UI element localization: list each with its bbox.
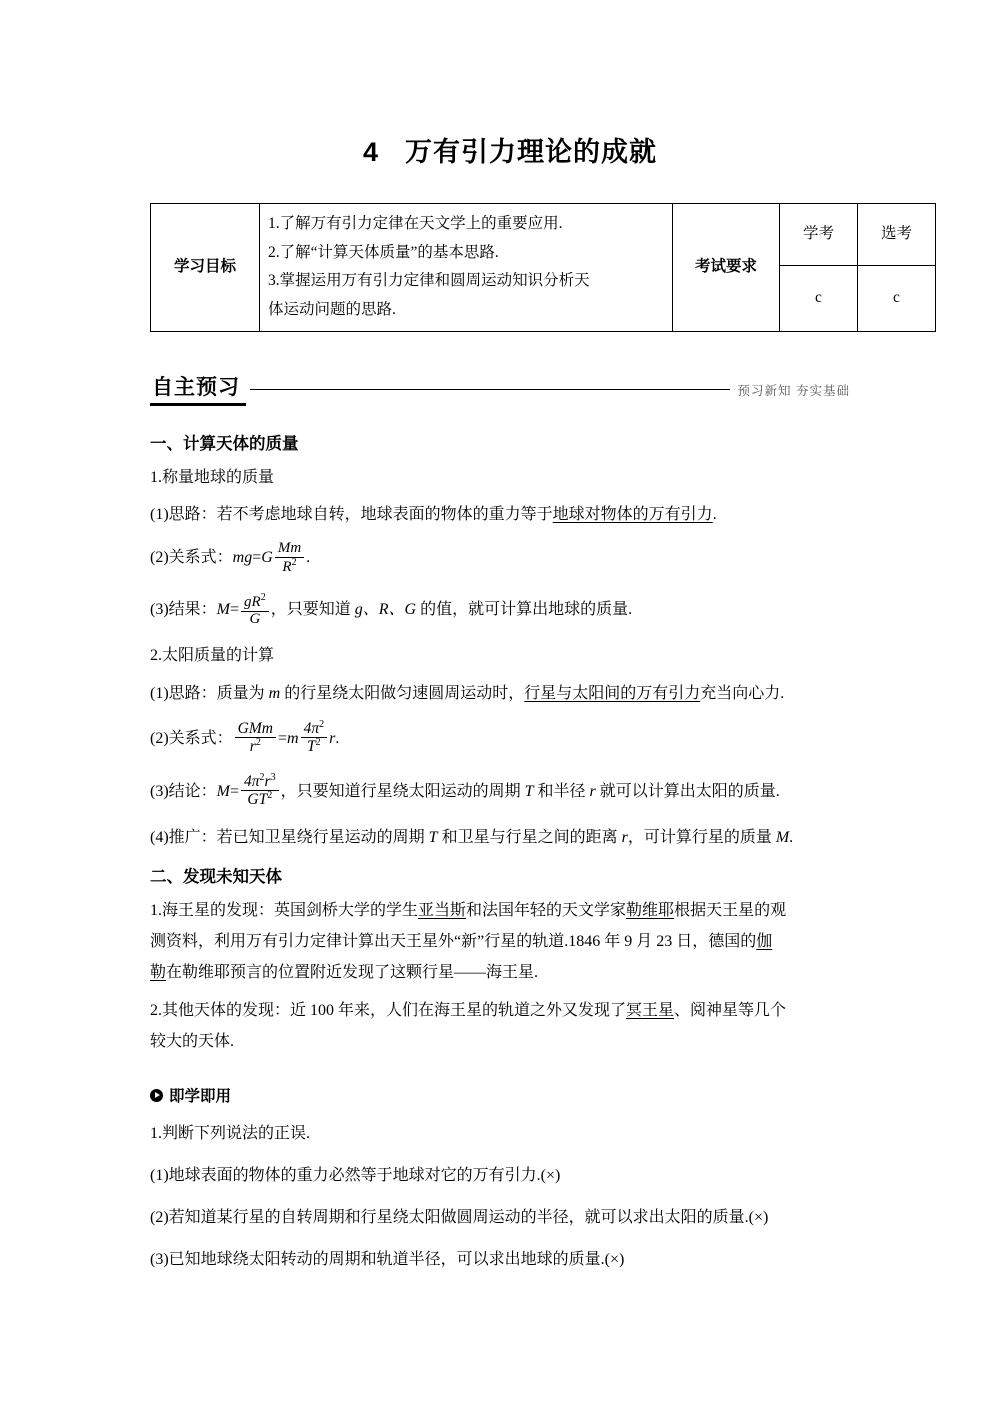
text-fragment: . (306, 549, 311, 567)
formula-r: r (589, 782, 596, 800)
formula-T: T (524, 782, 534, 800)
text-fragment: 和半径 (533, 782, 590, 800)
section-1b-point-3 (150, 773, 850, 809)
formula-lhs: mg (232, 549, 253, 567)
fraction-denominator (235, 737, 276, 755)
numerator-exponent: 2 (319, 718, 325, 730)
formula-M: M (216, 600, 230, 618)
text-fragment: 、阅神星等几个 (674, 1001, 787, 1019)
text-fragment: (3)结果： (150, 600, 217, 618)
formula-M: M (216, 782, 230, 800)
numerator-base: 4π (303, 720, 320, 738)
objective-item-1: 1.了解万有引力定律在天文学上的重要应用. (268, 215, 563, 232)
section-2-point-1-line-3 (150, 961, 850, 986)
text-fragment: ，可计算行星的质量 (627, 828, 776, 846)
section-1-point-1 (150, 503, 850, 528)
section-banner (150, 370, 850, 404)
text-fragment: (3)结论： (150, 782, 217, 800)
numerator-base-2: r (264, 772, 271, 790)
numerator-base: 4π (244, 772, 260, 790)
denominator-base: R (282, 559, 292, 576)
text-fragment: ，只要知道 (270, 600, 355, 618)
section-1-point-3 (150, 593, 850, 628)
underlined-text: 地球对物体的万有引力 (552, 506, 713, 524)
denominator-exponent: 2 (315, 737, 321, 749)
denominator-base: r (249, 738, 256, 756)
objective-item-2: 2.了解“计算天体质量”的基本思路. (268, 243, 499, 261)
practice-heading (150, 1084, 850, 1106)
formula-r: r (329, 729, 336, 747)
objectives-body (260, 204, 673, 332)
formula-r: r (621, 828, 628, 846)
fraction-Mm-R2 (275, 541, 304, 576)
practice-heading-text: 即学即用 (169, 1088, 232, 1106)
practice-item-3: (3)已知地球绕太阳转动的周期和轨道半径，可以求出地球的质量.(×) (150, 1250, 625, 1268)
text-fragment: . (789, 828, 794, 846)
fraction-4pi2r3-GT2 (241, 773, 279, 809)
section-1-point-2 (150, 541, 850, 576)
text-fragment: 充当向心力. (700, 685, 785, 703)
section-2-point-1-line-2 (150, 930, 850, 955)
equals-sign: = (230, 782, 240, 800)
text-fragment: (2)关系式： (150, 549, 233, 567)
fraction-denominator (301, 737, 328, 755)
text-fragment: 的值，就可计算出地球的质量. (416, 600, 633, 618)
exam-value-xuankao: c (858, 265, 936, 331)
equals-sign: = (252, 549, 262, 567)
text-fragment: (4)推广：若已知卫星绕行星运动的周期 (150, 828, 429, 846)
section-2-point-2 (150, 999, 850, 1024)
section-1-sub-2: 2.太阳质量的计算 (150, 647, 275, 665)
banner-tagline: 预习新知 夯实基础 (737, 383, 850, 398)
underlined-text: 勒 (150, 963, 167, 981)
denominator-base: GT (247, 791, 268, 809)
page-title (150, 130, 850, 169)
exam-column-xuankao: 选考 (858, 204, 936, 266)
formula-T: T (428, 828, 438, 846)
underlined-text: 伽 (756, 933, 773, 951)
text-fragment: 2.其他天体的发现：近 100 年来，人们在海王星的轨道之外又发现了 (150, 1001, 627, 1019)
fraction-GMm-r2 (235, 721, 276, 756)
practice-item-1: (1)地球表面的物体的重力必然等于地球对它的万有引力.(×) (150, 1167, 561, 1185)
fraction-4pi2-T2 (301, 720, 328, 756)
underlined-text: 行星与太阳间的万有引力 (524, 685, 701, 703)
section-2-point-2-line-2: 较大的天体. (150, 1032, 235, 1050)
section-1b-point-1 (150, 682, 850, 707)
fraction-numerator (241, 773, 279, 790)
section-1b-point-4 (150, 826, 850, 851)
chapter-title-text: 万有引力理论的成就 (405, 137, 658, 167)
objectives-label: 学习目标 (151, 204, 260, 332)
objective-item-4: 体运动问题的思路. (268, 301, 396, 319)
formula-m: m (268, 685, 281, 703)
text-fragment: 就可以计算出太阳的质量. (595, 782, 780, 800)
underlined-text: 冥王星 (626, 1001, 675, 1019)
fraction-numerator (241, 593, 269, 611)
section-2-point-1 (150, 899, 850, 924)
section-1b-point-2 (150, 720, 850, 756)
exam-value-xuekao: c (780, 265, 858, 331)
fraction-gR2-G (241, 593, 269, 628)
formula-M: M (775, 828, 790, 846)
formula-m: m (287, 729, 299, 747)
denominator-base: T (307, 738, 316, 756)
underlined-text: 勒维耶 (626, 902, 675, 920)
numerator-exponent: 2 (259, 771, 265, 783)
formula-G: G (261, 549, 273, 567)
text-fragment: 和法国年轻的天文学家 (466, 902, 627, 920)
play-triangle-icon (150, 1089, 163, 1102)
equals-sign: = (230, 600, 240, 618)
text-fragment: 测资料，利用万有引力定律计算出天王星外“新”行星的轨道.1846 年 9 月 23 日，德国的 (150, 933, 757, 951)
text-fragment: . (712, 506, 717, 524)
text-fragment: (2)关系式： (150, 729, 233, 747)
text-fragment: (1)思路：质量为 (150, 685, 269, 703)
text-fragment: 的行星绕太阳做匀速圆周运动时， (280, 685, 525, 703)
objective-item-3: 3.掌握运用万有引力定律和圆周运动知识分析天 (268, 272, 590, 290)
fraction-denominator (241, 790, 279, 808)
banner-rule (250, 389, 730, 390)
variables-list: g、R、G (354, 600, 417, 618)
numerator-base: gR (244, 593, 261, 610)
text-fragment: 和卫星与行星之间的距离 (437, 828, 622, 846)
text-fragment: 1.海王星的发现：英国剑桥大学的学生 (150, 902, 419, 920)
fraction-numerator: GMm (237, 720, 273, 738)
fraction-denominator (275, 557, 304, 576)
fraction-numerator (301, 720, 328, 737)
learning-objectives-table (150, 203, 936, 332)
text-fragment: 根据天王星的观 (674, 902, 787, 920)
text-fragment: 在勒维耶预言的位置附近发现了这颗行星——海王星. (166, 963, 539, 981)
text-fragment: ，只要知道行星绕太阳运动的周期 (280, 782, 525, 800)
exam-column-xuekao: 学考 (780, 204, 858, 266)
chapter-number: 4 (362, 137, 380, 167)
practice-question-1: 1.判断下列说法的正误. (150, 1125, 311, 1143)
equals-sign: = (277, 729, 288, 747)
numerator-exponent: 2 (260, 591, 266, 603)
denominator-exponent: 2 (255, 737, 261, 749)
page-content (150, 130, 912, 1290)
exam-requirement-label: 考试要求 (673, 204, 780, 332)
section-1-sub-1: 1.称量地球的质量 (150, 468, 275, 486)
text-fragment: . (335, 729, 340, 747)
practice-item-2: (2)若知道某行星的自转周期和行星绕太阳做圆周运动的半径，就可以求出太阳的质量.(×) (150, 1208, 769, 1226)
section-1-heading: 一、计算天体的质量 (150, 434, 299, 453)
underlined-text: 亚当斯 (418, 902, 467, 920)
table-row (151, 204, 936, 266)
fraction-denominator: G (241, 611, 269, 628)
text-fragment: (1)思路：若不考虑地球自转，地球表面的物体的重力等于 (150, 506, 553, 524)
numerator-exponent-2: 3 (270, 771, 276, 783)
section-2-heading: 二、发现未知天体 (150, 868, 282, 887)
denominator-exponent: 2 (267, 790, 273, 802)
banner-label: 自主预习 (150, 371, 246, 406)
denominator-exponent: 2 (291, 557, 297, 569)
fraction-numerator: Mm (277, 540, 302, 557)
